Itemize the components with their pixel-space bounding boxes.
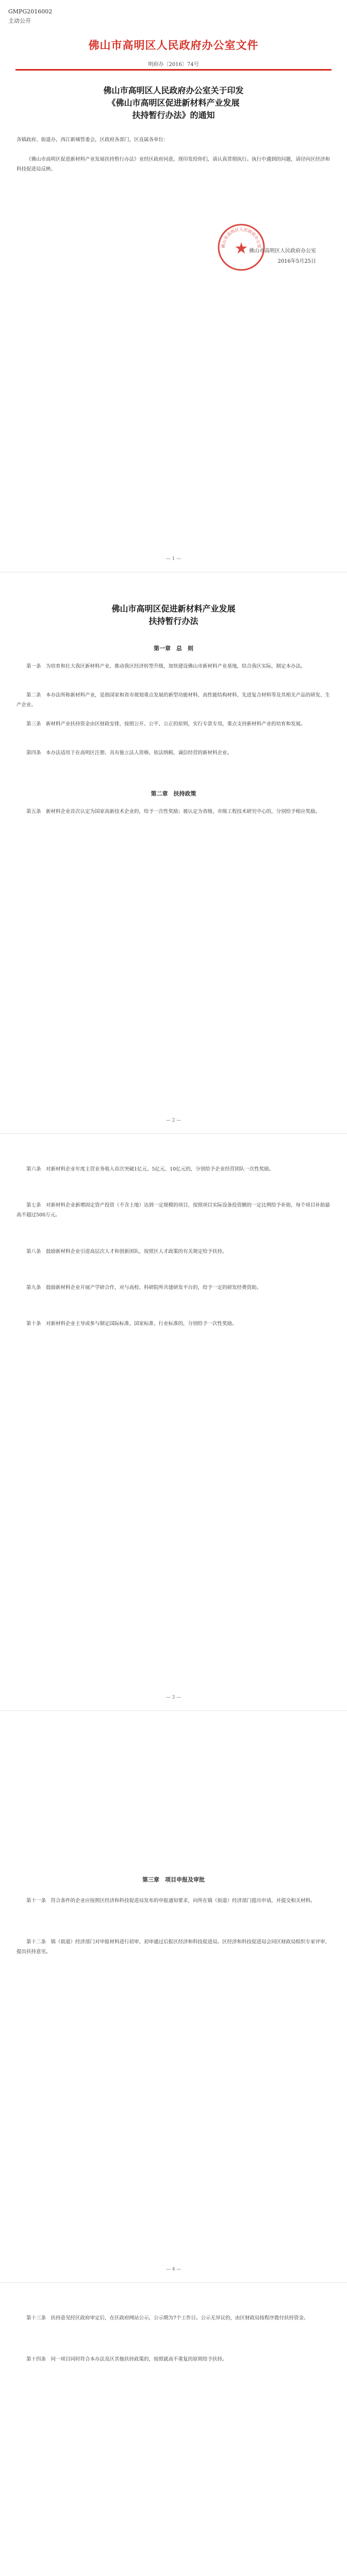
page-number: — 3 —	[166, 1695, 181, 1700]
article-1: 第一条 为培育和壮大我区新材料产业，推动我区经济转型升级，加快建设佛山市新材料产业基地，结合我区实际，制定本办法。	[26, 664, 306, 669]
chapter-2-heading: 第二章 扶持政策	[151, 790, 196, 797]
article-9: 第九条 鼓励新材料企业开展产学研合作，对与高校、科研院所共建研发平台的，给予一定的研发经费资助。	[26, 1285, 262, 1291]
notice-date: 2016年5月25日	[277, 259, 316, 264]
page-number: — 2 —	[166, 1118, 181, 1123]
notice-title-line-2: 《佛山市高明区促进新材料产业发展	[107, 98, 240, 108]
article-4: 第四条 本办法适用于在高明区注册、具有独立法人资格、依法纳税、诚信经营的新材料企业。	[26, 750, 233, 756]
notice-title-line-1: 佛山市高明区人民政府办公室关于印发	[103, 86, 244, 95]
notice-title-line-3: 扶持暂行办法》的通知	[132, 110, 215, 120]
seal-text: 佛山市高明区人民政府办公室	[221, 227, 262, 248]
article-11: 第十一条 符合条件的企业应按照区经济和科技促进局发布的申报通知要求，向所在镇（街道）经济部门提出申请，并提交相关材料。	[26, 1898, 316, 1904]
article-14: 第十四条 同一项目同时符合本办法及区其他扶持政策的，按照就高不重复的原则给予扶持。	[26, 2357, 227, 2362]
notice-salutation: 各镇政府、街道办，西江新城管委会，区政府各部门，区直属各单位：	[16, 137, 169, 143]
publicity-label: 主动公开	[8, 18, 31, 24]
page-number: — 4 —	[166, 2267, 181, 2272]
doc-code: GMPG2016002	[8, 8, 53, 15]
page-divider	[0, 1133, 347, 1134]
article-12: 第十二条 镇（街道）经济部门对申报材料进行初审，初审通过后报区经济和科技促进局。区经济和科技促进局会同区财政局组织专家评审，提出扶持意见。	[16, 1939, 331, 1955]
article-7: 第七条 对新材料企业新增固定资产投资（不含土地）达到一定规模的项目，按照项目实际设备投资额的一定比例给予补助，每个项目补助最高不超过500万元。	[16, 1202, 331, 1218]
page-divider	[0, 2282, 347, 2283]
notice-signature: 佛山市高明区人民政府办公室	[249, 248, 316, 254]
issuer-red-title: 佛山市高明区人民政府办公室文件	[88, 39, 259, 52]
chapter-1-heading: 第一章 总 则	[154, 645, 193, 652]
notice-body: 《佛山市高明区促进新材料产业发展扶持暂行办法》业经区政府同意，现印发给你们，请认真贯彻执行。执行中遇到的问题，请径向区经济和科技促进局反映。	[16, 157, 331, 172]
page-divider	[0, 1710, 347, 1711]
article-3: 第三条 新材料产业扶持资金由区财政安排，按照公开、公平、公正的原则，实行专款专用，重点支持新材料产业的培育和发展。	[26, 721, 306, 727]
article-13: 第十三条 扶持意见经区政府审定后，在区政府网站公示，公示期为7个工作日。公示无异议的，由区财政局按程序拨付扶持资金。	[26, 2315, 309, 2321]
red-divider	[15, 69, 332, 71]
article-8: 第八条 鼓励新材料企业引进高层次人才和创新团队，按照区人才政策的有关规定给予扶持。	[26, 1249, 227, 1255]
page-number: — 1 —	[166, 556, 181, 562]
article-2: 第二条 本办法所称新材料产业，是指国家和省市规划重点发展的新型功能材料、高性能结构材料、先进复合材料等及其相关产品的研发、生产企业。	[16, 692, 331, 708]
measures-title-line-1: 佛山市高明区促进新材料产业发展	[111, 604, 236, 614]
article-10: 第十条 对新材料企业主导或参与制定国际标准、国家标准、行业标准的，分别给予一次性奖励。	[26, 1321, 237, 1327]
doc-number: 明府办〔2016〕74号	[148, 62, 199, 67]
article-5: 第五条 新材料企业首次认定为国家高新技术企业的，给予一次性奖励；被认定为省级、市级工程技术研究中心的，分别给予相应奖励。	[26, 809, 321, 815]
article-6: 第六条 对新材料企业年度主营业务收入首次突破1亿元、5亿元、10亿元的，分别给予企业经营团队一次性奖励。	[26, 1166, 274, 1172]
measures-title-line-2: 扶持暂行办法	[148, 616, 199, 626]
chapter-3-heading: 第三章 项目申报及审批	[142, 1876, 205, 1883]
svg-text:★: ★	[234, 240, 249, 258]
